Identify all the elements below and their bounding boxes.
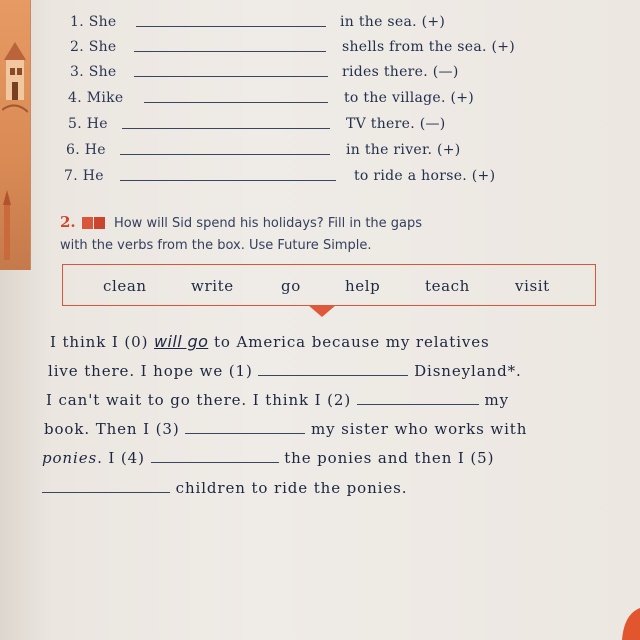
row-ending: shells from the sea. (+) [342,39,516,55]
text-segment: . I (4) [97,449,151,467]
text-segment: I think I (0) [50,333,155,351]
row-ending: to ride a horse. (+) [354,168,496,184]
exercise-type-icons [82,216,106,236]
text-line-6 [42,479,407,497]
text-segment: my [478,391,509,409]
house-illustration-icon [2,20,28,130]
answer-blank[interactable] [136,26,326,27]
exercise-number: 2. [60,213,76,231]
text-segment-italic: ponies [42,449,98,467]
text-line-4 [44,420,527,438]
answer-blank[interactable] [134,76,328,77]
text-segment: live there. I hope we (1) [48,362,259,380]
row-ending: rides there. (—) [342,64,459,80]
text-segment: I can't wait to go there. I think I (2) [46,391,357,409]
row-subject: 6. He [66,142,106,158]
row-subject: 5. He [68,116,108,132]
text-segment: my sister who works with [305,420,528,438]
gap-2-blank[interactable] [357,392,479,405]
instruction-line-1: How will Sid spend his holidays? Fill in the gaps [113,216,423,231]
row-subject: 7. He [64,168,104,184]
row-subject: 1. She [70,14,117,30]
tower-illustration-icon [2,190,12,260]
box-word: write [191,277,234,295]
box-word: teach [425,277,470,295]
gap-4-blank[interactable] [151,450,279,463]
row-ending: in the sea. (+) [340,14,446,30]
box-word: visit [515,277,550,295]
answer-blank[interactable] [120,154,330,155]
box-word: go [281,277,301,295]
text-line-3 [46,391,509,409]
box-pointer-triangle [308,305,336,317]
speaking-icon [82,217,93,229]
answer-blank[interactable] [144,102,328,103]
answer-blank[interactable] [134,51,326,52]
row-ending: to the village. (+) [344,90,475,106]
margin-illustration-strip [0,0,31,270]
box-word: help [345,277,381,295]
page-corner-mark-icon [616,604,640,640]
text-segment: to America because my relatives [208,333,490,351]
text-line-5 [42,449,494,467]
text-segment: Disneyland*. [408,362,522,380]
answer-blank[interactable] [120,180,336,181]
row-ending: in the river. (+) [346,142,461,158]
answer-blank[interactable] [122,128,330,129]
box-word: clean [103,277,147,295]
word-box [62,264,596,306]
text-segment: the ponies and then I (5) [278,449,495,467]
row-subject: 4. Mike [68,90,124,106]
row-subject: 2. She [70,39,117,55]
text-line-2 [48,362,522,380]
row-ending: TV there. (—) [346,116,446,132]
exercise-2-heading [60,212,580,256]
text-line-1 [50,332,490,351]
text-segment: book. Then I (3) [44,420,186,438]
instruction-line-2: with the verbs from the box. Use Future Simple. [60,238,372,253]
text-segment: children to ride the ponies. [170,479,408,497]
example-answer: will go [154,332,209,351]
gap-3-blank[interactable] [185,421,305,434]
gap-1-blank[interactable] [258,363,408,376]
writing-icon [94,217,105,229]
gap-5-blank[interactable] [42,480,170,493]
row-subject: 3. She [70,64,117,80]
